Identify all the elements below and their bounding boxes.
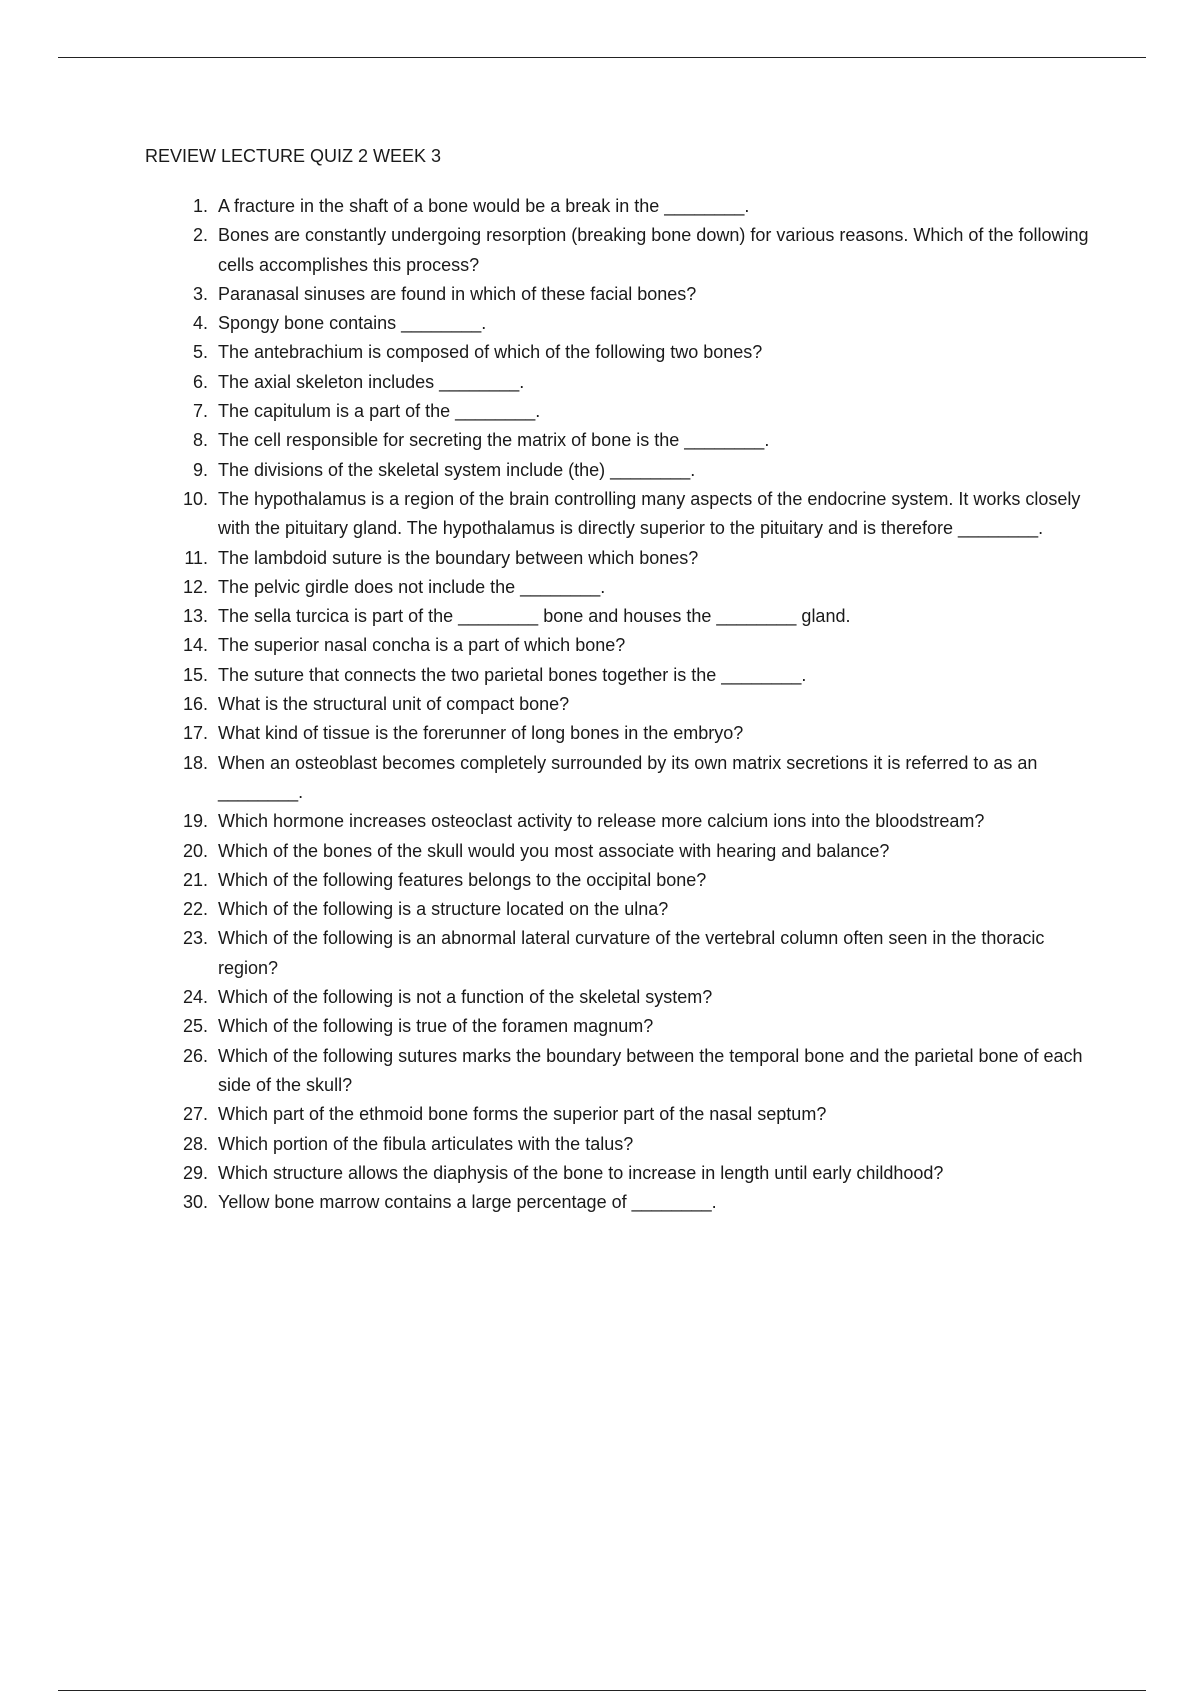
question-text: What kind of tissue is the forerunner of long bones in the embryo? bbox=[218, 723, 744, 744]
footer-rule bbox=[58, 1690, 1146, 1691]
question-item bbox=[180, 280, 1090, 309]
question-text: Which of the bones of the skull would you most associate with hearing and balance? bbox=[218, 840, 890, 861]
question-number: 7. bbox=[192, 401, 208, 422]
question-number: 29. bbox=[182, 1162, 208, 1183]
question-text: Which of the following is a structure located on the ulna? bbox=[218, 899, 669, 920]
question-item bbox=[180, 983, 1090, 1012]
question-item bbox=[180, 690, 1090, 719]
question-text: When an osteoblast becomes completely surrounded by its own matrix secretions it is referred to as an ________. bbox=[218, 752, 1043, 802]
question-item bbox=[180, 485, 1090, 544]
question-item bbox=[180, 749, 1090, 808]
question-text: Which portion of the fibula articulates with the talus? bbox=[218, 1133, 634, 1154]
question-text: A fracture in the shaft of a bone would be a break in the ________. bbox=[218, 196, 750, 216]
question-item bbox=[180, 895, 1090, 924]
question-number: 1. bbox=[192, 196, 208, 216]
question-text: Spongy bone contains ________. bbox=[218, 313, 487, 334]
question-number: 30. bbox=[182, 1192, 208, 1213]
question-number: 6. bbox=[192, 371, 208, 392]
question-text: The superior nasal concha is a part of which bone? bbox=[218, 635, 626, 656]
question-number: 22. bbox=[182, 899, 208, 920]
question-number: 19. bbox=[182, 811, 208, 832]
question-item bbox=[180, 426, 1090, 455]
question-item bbox=[180, 544, 1090, 573]
question-text: The divisions of the skeletal system include (the) ________. bbox=[218, 459, 696, 480]
question-number: 10. bbox=[182, 488, 208, 509]
question-number: 13. bbox=[182, 606, 208, 627]
question-number: 11. bbox=[184, 547, 208, 568]
question-item bbox=[180, 1042, 1090, 1101]
question-item bbox=[180, 602, 1090, 631]
question-text: Which of the following is an abnormal lateral curvature of the vertebral column often seen in the thoracic region? bbox=[218, 928, 1050, 978]
question-number: 21. bbox=[182, 869, 208, 890]
question-text: The axial skeleton includes ________. bbox=[218, 371, 525, 392]
question-item bbox=[180, 1159, 1090, 1188]
question-text: The antebrachium is composed of which of the following two bones? bbox=[218, 342, 763, 363]
question-item bbox=[180, 837, 1090, 866]
question-item bbox=[180, 866, 1090, 895]
question-number: 9. bbox=[192, 459, 208, 480]
question-item bbox=[180, 719, 1090, 748]
question-number: 16. bbox=[182, 694, 208, 715]
question-number: 24. bbox=[182, 987, 208, 1008]
question-text: The hypothalamus is a region of the brain controlling many aspects of the endocrine system. It works closely with the pituitary gland. The hypothalamus is directly superior to the pituitary and is therefore ________. bbox=[218, 488, 1086, 539]
question-item bbox=[180, 924, 1090, 983]
question-text: Which of the following is not a function of the skeletal system? bbox=[218, 987, 713, 1008]
question-text: The lambdoid suture is the boundary between which bones? bbox=[218, 547, 699, 568]
question-text: Which part of the ethmoid bone forms the superior part of the nasal septum? bbox=[218, 1104, 827, 1125]
question-text: The cell responsible for secreting the matrix of bone is the ________. bbox=[218, 430, 770, 451]
question-number: 28. bbox=[182, 1133, 208, 1154]
question-number: 27. bbox=[182, 1104, 208, 1125]
question-number: 17. bbox=[182, 723, 208, 744]
question-number: 8. bbox=[192, 430, 208, 451]
question-number: 5. bbox=[192, 342, 208, 363]
question-text: What is the structural unit of compact bone? bbox=[218, 694, 570, 715]
question-item bbox=[180, 192, 1090, 221]
question-number: 23. bbox=[182, 928, 208, 949]
question-item bbox=[180, 807, 1090, 836]
question-text: The capitulum is a part of the ________. bbox=[218, 401, 541, 422]
question-number: 14. bbox=[182, 635, 208, 656]
question-item bbox=[180, 661, 1090, 690]
question-item bbox=[180, 1100, 1090, 1129]
question-text: Which structure allows the diaphysis of the bone to increase in length until early childhood? bbox=[218, 1162, 944, 1183]
question-text: Which hormone increases osteoclast activity to release more calcium ions into the bloodstream? bbox=[218, 811, 985, 832]
question-item bbox=[180, 1188, 1090, 1217]
question-number: 18. bbox=[182, 752, 208, 773]
question-text: Which of the following is true of the foramen magnum? bbox=[218, 1016, 654, 1037]
question-item bbox=[180, 397, 1090, 426]
question-text: The pelvic girdle does not include the ________. bbox=[218, 576, 606, 597]
question-item bbox=[180, 221, 1094, 280]
question-number: 26. bbox=[182, 1045, 208, 1066]
question-item bbox=[180, 456, 1090, 485]
question-text: Yellow bone marrow contains a large percentage of ________. bbox=[218, 1192, 717, 1213]
question-number: 3. bbox=[192, 283, 208, 304]
question-item bbox=[180, 368, 1090, 397]
question-text: The suture that connects the two parietal bones together is the ________. bbox=[218, 664, 807, 685]
document-title: REVIEW LECTURE QUIZ 2 WEEK 3 bbox=[145, 146, 442, 166]
question-text: Bones are constantly undergoing resorption (breaking bone down) for various reasons. Which of the following cells accomplishes this process? bbox=[218, 225, 1094, 275]
question-text: The sella turcica is part of the ________ bone and houses the ________ gland. bbox=[218, 606, 851, 627]
question-item bbox=[180, 338, 1090, 367]
question-item bbox=[180, 573, 1090, 602]
question-text: Paranasal sinuses are found in which of these facial bones? bbox=[218, 283, 697, 304]
question-item bbox=[180, 1012, 1090, 1041]
question-number: 15. bbox=[182, 664, 208, 685]
question-item bbox=[180, 1130, 1090, 1159]
question-number: 20. bbox=[182, 840, 208, 861]
question-list bbox=[180, 192, 1094, 1217]
question-number: 4. bbox=[192, 313, 208, 334]
question-number: 25. bbox=[182, 1016, 208, 1037]
header-rule bbox=[58, 57, 1146, 58]
question-text: Which of the following sutures marks the boundary between the temporal bone and the parietal bone of each side of the skull? bbox=[218, 1045, 1088, 1095]
question-number: 12. bbox=[182, 576, 208, 597]
question-item bbox=[180, 309, 1090, 338]
question-number: 2. bbox=[192, 225, 208, 246]
question-text: Which of the following features belongs to the occipital bone? bbox=[218, 869, 707, 890]
question-item bbox=[180, 631, 1090, 660]
